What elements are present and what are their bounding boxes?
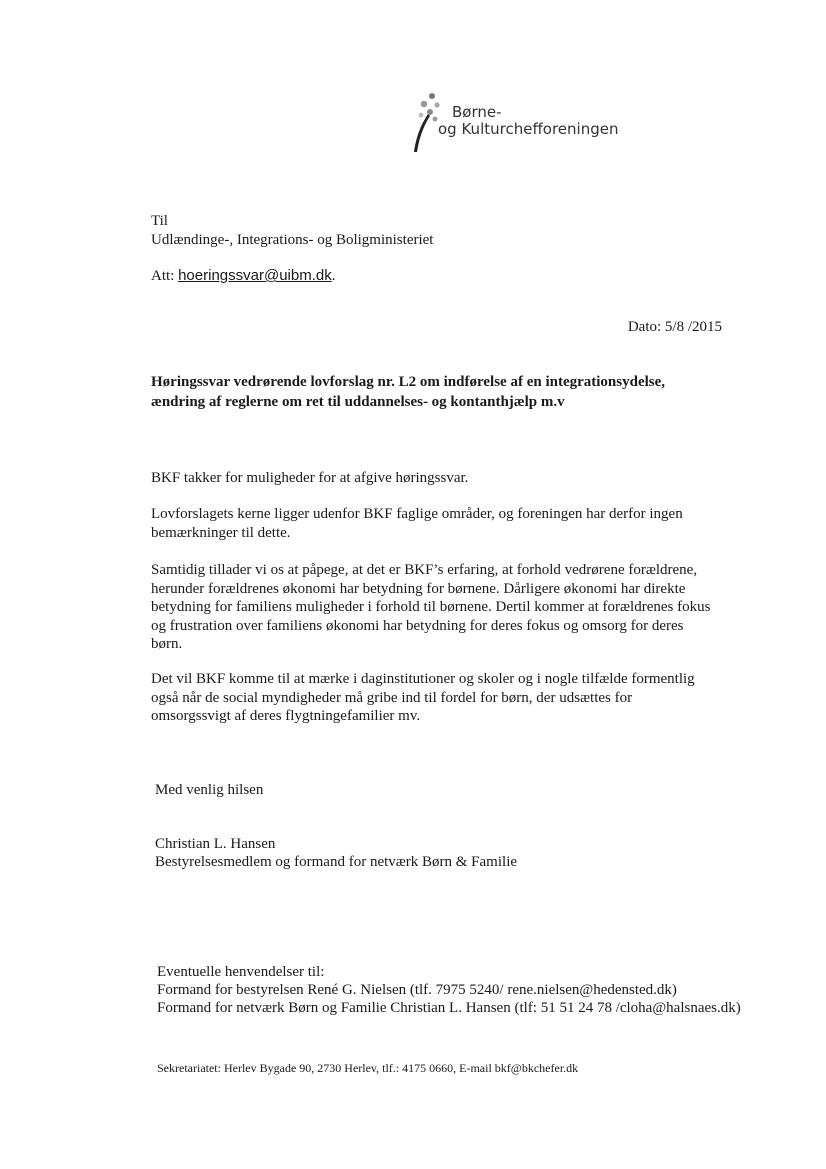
att-suffix: . bbox=[331, 268, 336, 284]
paragraph-line: børn. bbox=[151, 636, 183, 652]
letter-subject-line2: ændring af reglerne om ret til uddannelses- og kontanthjælp m.v bbox=[151, 394, 565, 410]
paragraph-4 bbox=[151, 670, 695, 726]
paragraph-line: Samtidig tillader vi os at påpege, at det er BKF’s erfaring, at forhold vedrørene forældrene, bbox=[151, 562, 698, 578]
paragraph-3 bbox=[151, 561, 710, 654]
letter-subject-line1: Høringssvar vedrørende lovforslag nr. L2 om indførelse af en integrationsydelse, bbox=[151, 374, 666, 390]
signature-name: Christian L. Hansen bbox=[155, 836, 276, 852]
contacts-intro: Eventuelle henvendelser til: bbox=[157, 964, 325, 980]
paragraph-line: omsorgssvigt af deres flygtningefamilier mv. bbox=[151, 708, 421, 724]
signature-title: Bestyrelsesmedlem og formand for netværk Børn & Familie bbox=[155, 854, 518, 870]
paragraph-line: BKF takker for muligheder for at afgive høringssvar. bbox=[151, 470, 469, 486]
paragraph-line: Lovforslagets kerne ligger udenfor BKF faglige områder, og foreningen har derfor ingen bbox=[151, 506, 683, 522]
paragraph-1 bbox=[151, 469, 468, 488]
letter-date: Dato: 5/8 /2015 bbox=[627, 319, 722, 335]
paragraph-line: bemærkninger til dette. bbox=[151, 524, 291, 541]
paragraph-line: betydning for familiens muligheder i forhold til børnene. Dertil kommer at forældrenes fokus bbox=[151, 599, 711, 615]
recipient-to-label: Til bbox=[151, 213, 168, 229]
contact-chairman: Formand for bestyrelsen René G. Nielsen (tlf. 7975 5240/ rene.nielsen@hedensted.dk) bbox=[157, 982, 677, 998]
contact-network-chair: Formand for netværk Børn og Familie Christian L. Hansen (tlf: 51 51 24 78 /cloha@halsnaes.dk) bbox=[157, 1000, 741, 1016]
paragraph-line: også når de social myndigheder må gribe ind til fordel for børn, der udsættes for bbox=[151, 689, 633, 706]
secretariat-footer: Sekretariatet: Herlev Bygade 90, 2730 Herlev, tlf.: 4175 0660, E-mail bkf@bkchefer.dk bbox=[157, 1061, 579, 1075]
logo-text-line1: Børne- bbox=[452, 103, 502, 121]
att-label: Att: bbox=[151, 268, 175, 284]
paragraph-2 bbox=[151, 505, 683, 542]
paragraph-line: Det vil BKF komme til at mærke i daginstitutioner og skoler og i nogle tilfælde formentlig bbox=[151, 671, 695, 687]
attention-line bbox=[151, 266, 335, 286]
recipient-ministry: Udlændinge-, Integrations- og Boligministeriet bbox=[151, 232, 434, 248]
paragraph-line: og frustration over familiens økonomi har betydning for deres fokus og omsorg for deres bbox=[151, 617, 684, 634]
logo-text-line2: og Kulturchefforeningen bbox=[438, 120, 619, 138]
closing-greeting: Med venlig hilsen bbox=[155, 782, 264, 798]
att-email-link[interactable]: hoeringssvar@uibm.dk bbox=[178, 267, 332, 284]
paragraph-line: herunder forældrenes økonomi har betydning for børnene. Dårligere økonomi har direkte bbox=[151, 580, 686, 597]
